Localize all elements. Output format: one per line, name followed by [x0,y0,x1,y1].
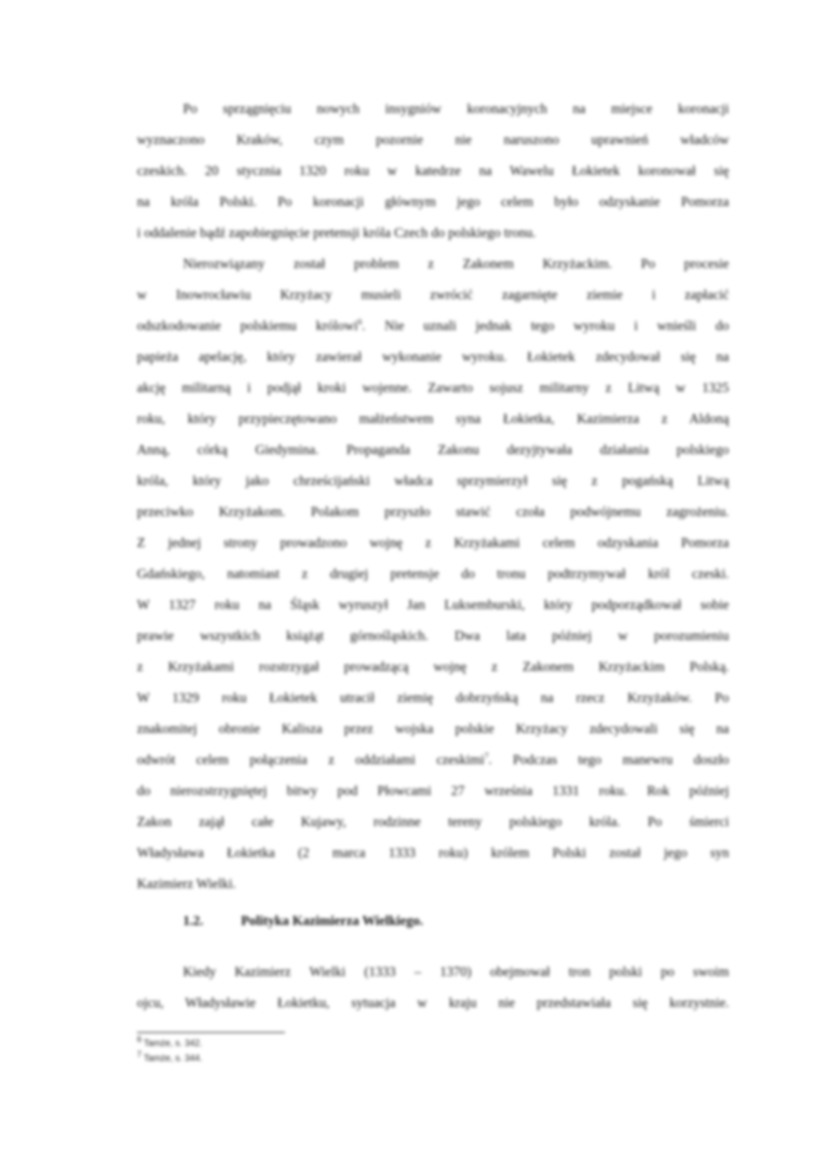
text-segment: W 1327 roku na Śląsk wyruszył Jan Luksemburski, który podporządkował sobie [137,597,729,612]
text-line [137,193,729,211]
text-segment: . Podczas tego manewru doszło [488,752,729,767]
text-line [137,720,729,738]
text-line [137,472,729,490]
text-line [137,782,729,800]
text-segment: Władysława Łokietka (2 marca 1333 roku) królem Polski został jego syn [137,845,729,860]
text-line [137,658,729,676]
text-segment: akcję militarną i podjął kroki wojenne. Zawarto sojusz militarny z Litwą w 1325 [137,380,729,395]
text-segment: w Inowrocławiu Krzyżacy musieli zwrócić zagarnięte ziemie i zapłacić [137,287,729,302]
text-segment: Z jednej strony prowadzono wojnę z Krzyżakami celem odzyskania Pomorza [137,535,729,550]
text-line [137,379,729,397]
text-line [137,131,729,149]
text-line [137,565,729,583]
text-line [137,844,729,862]
text-segment: wyznaczono Kraków, czym pozornie nie naruszono uprawnień władców [137,132,729,147]
text-line [183,100,729,118]
text-line [137,441,729,459]
text-line [137,348,729,366]
footnote-ref: 6 [357,317,362,327]
footnote-text: Tamże, s. 344. [141,1053,203,1063]
text-segment: Gdańskiego, natomiast z drugiej pretensje do tronu podtrzymywał król czeski. [137,566,729,581]
section-heading [183,913,423,929]
text-segment: roku, który przypieczętowano małżeństwem syna Łokietka, Kazimierza z Aldoną [137,411,729,426]
text-line [137,286,729,304]
text-line [183,255,729,273]
text-segment: prawie wszystkich książąt górnośląskich. Dwa lata później w porozumieniu [137,628,729,643]
text-segment: króla, który jako chrześcijański władca sprzymierzył się z pogańską Litwą [137,473,729,488]
text-segment: na króla Polski. Po koronacji głównym jego celem było odzyskanie Pomorza [137,194,729,209]
text-line [137,534,729,552]
text-segment: odszkodowanie polskiemu królowi [137,318,358,333]
text-segment: Kazimierz Wielki. [137,876,236,891]
text-segment: i oddalenie bądź zapobiegnięcie pretensji króla Czech do polskiego tronu. [137,225,536,240]
text-segment: czeskich. 20 stycznia 1320 roku w katedrze na Wawelu Łokietek koronował się [137,163,729,178]
text-line [137,317,729,335]
text-segment: odwrót celem połączenia z oddziałami czeskimi [137,752,485,767]
text-segment: Po sprzągnięciu nowych insygniów koronacyjnych na miejsce koronacji [183,101,729,116]
text-line [137,994,729,1012]
footnote-ref: 7 [484,751,489,761]
text-line [137,627,729,645]
text-line [137,813,729,831]
text-line [137,596,729,614]
text-segment: papieża apelację, który zawierał wykonanie wyroku. Łokietek zdecydował się na [137,349,729,364]
section-number: 1.2. [183,913,204,928]
text-line [137,224,729,242]
text-segment: W 1329 roku Łokietek utracił ziemię dobrzyńską na rzecz Krzyżaków. Po [137,690,729,705]
text-line [183,963,729,981]
footnote-mark: 7 [137,1050,142,1059]
text-segment: . Nie uznali jednak tego wyroku i wnieśli do [361,318,729,333]
text-segment: Anną, córką Giedymina. Propaganda Zakonu dezyjtywała działania polskiego [137,442,729,457]
footnote-mark: 6 [137,1035,142,1044]
text-segment: znakomitej obronie Kalisza przez wojska polskie Krzyżacy zdecydowali się na [137,721,729,736]
footnote-separator [137,1032,285,1033]
text-segment: Kiedy Kazimierz Wielki (1333 – 1370) obejmował tron polski po swoim [183,964,729,979]
text-segment: z Krzyżakami rozstrzygał prowadzącą wojnę z Zakonem Krzyżackim Polską. [137,659,729,674]
text-segment: Nierozwiązany został problem z Zakonem Krzyżackim. Po procesie [183,256,729,271]
text-segment: Zakon zajął całe Kujawy, rodzinne tereny polskiego króla. Po śmierci [137,814,729,829]
text-segment: przeciwko Krzyżakom. Polakom przyszło stawić czoła podwójnemu zagrożeniu. [137,504,729,519]
text-segment: ojcu, Władysławie Łokietku, sytuacja w kraju nie przedstawiała się korzystnie. [137,995,729,1010]
text-line [137,751,729,769]
text-segment: do nierozstrzygniętej bitwy pod Płowcami 27 września 1331 roku. Rok później [137,783,729,798]
text-line [137,689,729,707]
section-title: Polityka Kazimierza Wielkiego. [241,913,424,928]
text-line [137,162,729,180]
text-line [137,410,729,428]
footnote-text: Tamże, s. 342. [141,1038,203,1048]
text-line [137,875,729,893]
text-line [137,503,729,521]
footnote [137,1035,203,1048]
footnote [137,1050,203,1063]
